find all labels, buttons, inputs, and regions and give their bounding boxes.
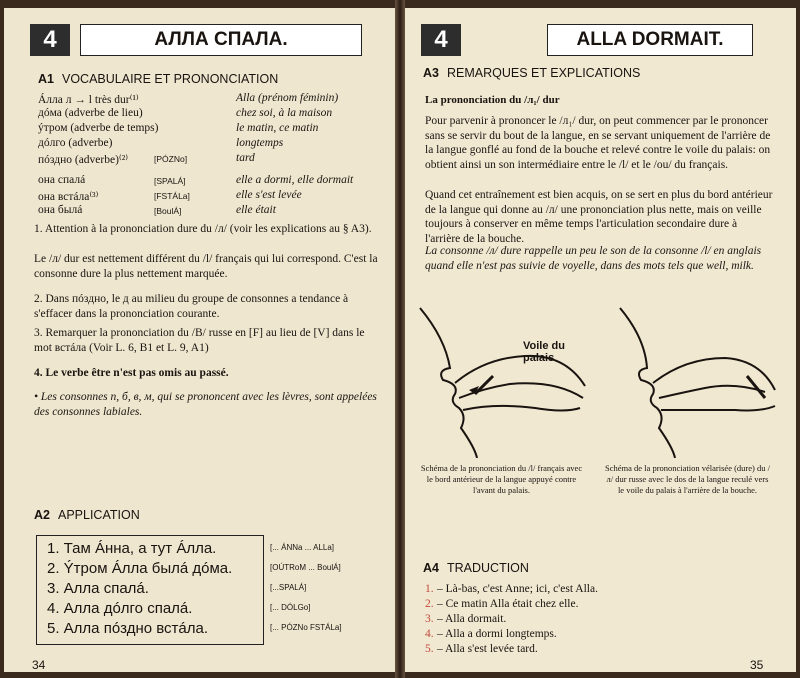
book-gutter (395, 0, 405, 678)
caption-right: Schéma de la prononciation vélarisée (dure) du /л/ dur russe avec le dos de la langue reculé vers le voile du palais à l'arrière de la bouche. (605, 463, 770, 495)
paragraph-1: Pour parvenir à prononcer le /л₁/ dur, on peut commencer par le prononcer sans se servir du bout de la langue, en se servant uniquement de l'arrière de la langue gonflé au fond de la bouche et relevé contre le voile du palais: on obtient ainsi un son intermédiaire entre le /l/ et le /ou/ du français. (425, 115, 771, 171)
translation-line: 1. – Là-bas, c'est Anne; ici, c'est Alla. (425, 583, 598, 595)
note-4: 4. Le verbe être n'est pas omis au passé. (34, 367, 229, 379)
section-a2-heading (34, 508, 140, 522)
paragraph-3: La consonne /л/ dure rappelle un peu le son de la consonne /l/ en anglais quand elle n'est pas suivie de voyelle, dans des mots tels que well, milk. (425, 245, 762, 272)
translation-line: 3. – Alla dormait. (425, 613, 507, 625)
right-header (421, 24, 781, 56)
example-sentence: 3. Алла спалá. (47, 580, 149, 597)
note-1: 1. Attention à la prononciation dure du /л/ (voir les explications au § A3). (34, 223, 372, 235)
subheading: La prononciation du /л₁/ dur (425, 94, 560, 106)
left-page: 4 АЛЛА СПАЛА. A1 VOCABULAIRE ET PRONONCIATION Áлла л → l très dur⁽¹⁾ Alla (prénom féminin) дóма (adverbe de lieu) chez soi, à la maison ýтром (adverbe de temps) le matin, ce matin дóлго (adverbe) longtemps пóздно (adverbe)⁽²⁾ [PÓZNo] tard она спалá [SPALÁ] elle a dormi, elle dormait она встáла⁽³⁾ [FSTÁLa] elle s'est levée она былá [BoulÁ] elle était 1. Attention à la prononciation dure du /л/ (voir les explications au § A3). Le /л/ dur est nettement différent du /l/ français qui lui correspond. C'est la consonne dure la plus nettement marquée. 2. Dans пóздно, le д au milieu du groupe de consonnes a tendance à s'effacer dans la prononciation courante. 3. Remarquer la prononciation du /B/ russe en [F] au lieu de [V] dans le mot встáла (Voir L. 6, B1 et L. 9, A1) 4. Le verbe être n'est pas omis au passé. • Les consonnes п, б, в, м, qui se prononcent avec les lèvres, sont appelées des consonnes labiales. A2 APPLICATION 1. Там Áнна, а тут Áлла. 2. Ýтром Áлла былá дóма. 3. Алла спалá. 4. Алла дóлго спалá. 5. Алла пóздно встáла. [... ÁNNa ... ALLa] [OÚTRoM ... BoulÁ] [...SPALÁ] [... DÓLGo] [... PÓZNo FSTÁLa] 34 (4, 8, 395, 672)
example-pronunciation: [... PÓZNo FSTÁLa] (270, 623, 342, 632)
note-3: 3. Remarquer la prononciation du /B/ russe en [F] au lieu de [V] dans le mot встáла (Voir L. 6, B1 et L. 9, A1) (34, 327, 365, 354)
section-label: A1 (38, 72, 54, 86)
example-pronunciation: [OÚTRoM ... BoulÁ] (270, 563, 341, 572)
translation-line: 4. – Alla a dormi longtemps. (425, 628, 557, 640)
example-sentence: 2. Ýтром Áлла былá дóма. (47, 560, 233, 577)
section-label: A2 (34, 508, 50, 522)
example-pronunciation: [... DÓLGo] (270, 603, 311, 612)
page-title: ALLA DORMAIT. (547, 24, 753, 56)
section-a3-heading (423, 66, 640, 80)
left-header (30, 24, 370, 56)
paragraph-2: Quand cet entraînement est bien acquis, on se sert en plus du bord antérieur de la langue qui donne au /л/ une prononciation plus nette, mais on veille toujours à conserver en même temps l'articulation secondaire dure à l'arrière de la bouche. (425, 189, 773, 245)
tongue-diagrams (415, 298, 785, 458)
lesson-number: 4 (421, 24, 461, 56)
lesson-number: 4 (30, 24, 70, 56)
note-1b: Le /л/ dur est nettement différent du /l/ français qui lui correspond. C'est la consonne dure la plus nettement marquée. (34, 253, 378, 280)
application-box (36, 535, 264, 645)
section-a4-heading (423, 561, 529, 575)
section-label: A4 (423, 561, 439, 575)
section-title: APPLICATION (57, 508, 140, 522)
section-label: A3 (423, 66, 439, 80)
section-title: REMARQUES ET EXPLICATIONS (446, 66, 641, 80)
section-title: VOCABULAIRE ET PRONONCIATION (61, 72, 279, 86)
translation-line: 2. – Ce matin Alla était chez elle. (425, 598, 579, 610)
example-pronunciation: [...SPALÁ] (270, 583, 307, 592)
example-pronunciation: [... ÁNNa ... ALLa] (270, 543, 335, 552)
caption-left: Schéma de la prononciation du /l/ français avec le bord antérieur de la langue appuyé contre l'avant du palais. (420, 463, 583, 495)
example-sentence: 1. Там Áнна, а тут Áлла. (47, 540, 217, 557)
page-title: АЛЛА СПАЛА. (80, 24, 362, 56)
arrow-icon (475, 376, 493, 394)
page-number: 35 (750, 658, 764, 672)
diagram-label: Voile du palais (523, 340, 565, 364)
section-title: TRADUCTION (446, 561, 529, 575)
page-number: 34 (32, 658, 46, 672)
note-5: • Les consonnes п, б, в, м, qui se prononcent avec les lèvres, sont appelées des consonnes labiales. (34, 391, 377, 418)
example-sentence: 4. Алла дóлго спалá. (47, 600, 193, 617)
translation-line: 5. – Alla s'est levée tard. (425, 643, 538, 655)
note-2: 2. Dans пóздно, le д au milieu du groupe de consonnes a tendance à s'effacer dans la prononciation courante. (34, 293, 349, 320)
example-sentence: 5. Алла пóздно встáла. (47, 620, 209, 637)
french-l-diagram (420, 308, 585, 458)
right-page (405, 8, 796, 672)
section-a1-heading (38, 72, 278, 86)
